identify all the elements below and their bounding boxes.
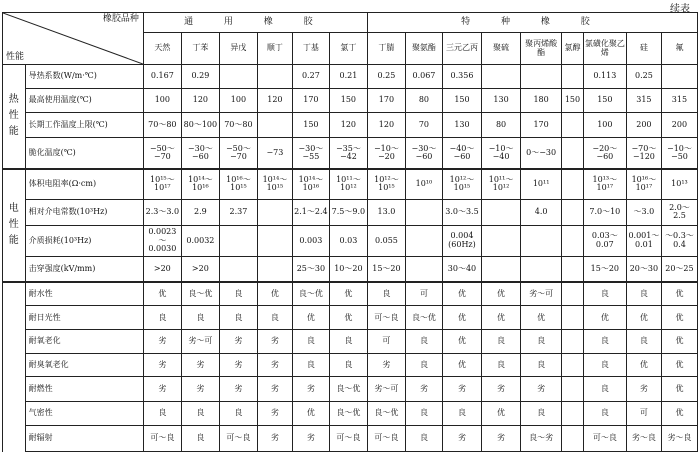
value-cell: −50～ −70 [143, 138, 181, 169]
value-cell: 良 [329, 353, 367, 377]
value-cell [562, 402, 584, 426]
value-cell: 120 [329, 113, 367, 138]
value-cell: 10¹⁴～ 10¹⁵ [257, 169, 292, 200]
group-general-header: 通 用 橡 胶 [143, 13, 367, 33]
value-cell: 0.0032 [181, 225, 219, 256]
value-cell: −10～ −50 [661, 138, 697, 169]
table-row [3, 113, 698, 138]
value-cell: 可 [367, 330, 405, 354]
value-cell: −30～ −60 [405, 138, 442, 169]
property-label: 耐辐射 [25, 425, 143, 451]
value-cell: 良 [583, 353, 626, 377]
value-cell: 劣～良 [661, 425, 697, 451]
value-cell: 15～20 [367, 256, 405, 282]
value-cell: 优 [442, 306, 481, 330]
value-cell: 优 [257, 282, 292, 306]
property-label: 耐臭氧老化 [25, 353, 143, 377]
value-cell: 0.001～ 0.01 [626, 225, 661, 256]
value-cell: 良 [583, 402, 626, 426]
value-cell [562, 65, 584, 89]
table-row [3, 199, 698, 225]
value-cell: 劣 [367, 353, 405, 377]
value-cell [562, 306, 584, 330]
value-cell: 3.0～3.5 [442, 199, 481, 225]
value-cell: 0.21 [329, 65, 367, 89]
value-cell: 劣 [521, 377, 562, 402]
value-cell: −10～ −40 [482, 138, 521, 169]
property-label: 耐氧老化 [25, 330, 143, 354]
value-cell: 200 [661, 113, 697, 138]
value-cell [521, 65, 562, 89]
column-header: 氯醇 [562, 33, 584, 65]
value-cell: 劣 [482, 377, 521, 402]
value-cell: 优 [661, 306, 697, 330]
table-row [3, 402, 698, 426]
value-cell: 劣 [219, 353, 257, 377]
value-cell: 可～良 [329, 425, 367, 451]
value-cell: 劣 [181, 377, 219, 402]
value-cell: 30～40 [442, 256, 481, 282]
value-cell: 良～优 [405, 306, 442, 330]
value-cell: 0.27 [292, 65, 329, 89]
value-cell: 劣 [181, 353, 219, 377]
column-header: 丁基 [292, 33, 329, 65]
value-cell [482, 225, 521, 256]
value-cell: 优 [583, 306, 626, 330]
category-cell [3, 282, 26, 451]
value-cell: 100 [219, 88, 257, 113]
value-cell: >20 [181, 256, 219, 282]
table-row [3, 425, 698, 451]
value-cell: 170 [367, 88, 405, 113]
value-cell: 0.003 [292, 225, 329, 256]
table-row [3, 377, 698, 402]
property-label: 相对介电常数(10³Hz) [25, 199, 143, 225]
property-label: 气密性 [25, 402, 143, 426]
value-cell: 劣 [219, 330, 257, 354]
property-label: 长期工作温度上限(℃) [25, 113, 143, 138]
value-cell: 良 [583, 377, 626, 402]
value-cell: 150 [562, 88, 584, 113]
value-cell: 0.067 [405, 65, 442, 89]
value-cell: 良 [219, 282, 257, 306]
value-cell: 10¹⁶～ 10¹⁷ [626, 169, 661, 200]
column-header: 氯丁 [329, 33, 367, 65]
table-row [3, 282, 698, 306]
value-cell: 180 [521, 88, 562, 113]
property-label: 脆化温度(℃) [25, 138, 143, 169]
property-label: 击穿强度(kV/mm) [25, 256, 143, 282]
value-cell: 150 [583, 88, 626, 113]
value-cell [661, 65, 697, 89]
value-cell: 170 [521, 113, 562, 138]
value-cell: 150 [329, 88, 367, 113]
value-cell: >20 [143, 256, 181, 282]
value-cell: 100 [143, 88, 181, 113]
value-cell: 10¹⁶～ 10¹⁵ [219, 169, 257, 200]
column-header: 顺丁 [257, 33, 292, 65]
property-label: 耐水性 [25, 282, 143, 306]
value-cell: 可～良 [583, 425, 626, 451]
value-cell: 0.0023～ 0.0030 [143, 225, 181, 256]
value-cell: 良 [482, 330, 521, 354]
column-header: 丁苯 [181, 33, 219, 65]
value-cell: 10～20 [329, 256, 367, 282]
column-header: 聚氨酯 [405, 33, 442, 65]
value-cell: 劣 [219, 377, 257, 402]
value-cell: 良 [442, 402, 481, 426]
value-cell: 优 [292, 402, 329, 426]
value-cell: −35～ −42 [329, 138, 367, 169]
value-cell: 20～30 [626, 256, 661, 282]
value-cell: 13.0 [367, 199, 405, 225]
value-cell: 10¹²～ 10¹⁵ [442, 169, 481, 200]
value-cell: 良 [181, 306, 219, 330]
value-cell: 80 [482, 113, 521, 138]
value-cell: 劣 [626, 377, 661, 402]
value-cell: 良～优 [181, 282, 219, 306]
value-cell: 10¹⁴～ 10¹⁶ [292, 169, 329, 200]
column-header: 氟 [661, 33, 697, 65]
value-cell: 优 [626, 306, 661, 330]
column-header: 聚丙烯酸酯 [521, 33, 562, 65]
value-cell: 良 [219, 402, 257, 426]
value-cell [219, 225, 257, 256]
rubber-properties-table [2, 12, 698, 452]
value-cell: 0.167 [143, 65, 181, 89]
value-cell: 0.25 [367, 65, 405, 89]
value-cell: 0～−30 [521, 138, 562, 169]
value-cell [257, 225, 292, 256]
value-cell: 良～优 [292, 282, 329, 306]
value-cell [562, 225, 584, 256]
value-cell: 良 [583, 282, 626, 306]
value-cell: 劣 [442, 425, 481, 451]
value-cell [562, 425, 584, 451]
value-cell: 劣 [292, 377, 329, 402]
table-row [3, 138, 698, 169]
value-cell: 0.03～ 0.07 [583, 225, 626, 256]
value-cell: 7.5～9.0 [329, 199, 367, 225]
value-cell: 可 [626, 402, 661, 426]
value-cell: 130 [482, 88, 521, 113]
table-row [3, 330, 698, 354]
column-header: 氯磺化聚乙烯 [583, 33, 626, 65]
table-row [3, 256, 698, 282]
value-cell [257, 65, 292, 89]
value-cell: 劣～良 [626, 425, 661, 451]
value-cell: 良 [329, 330, 367, 354]
value-cell: 优 [661, 353, 697, 377]
value-cell [482, 256, 521, 282]
value-cell [257, 256, 292, 282]
value-cell [521, 225, 562, 256]
category-cell: 热 性 能 [3, 65, 26, 169]
value-cell: 2.1～2.4 [292, 199, 329, 225]
value-cell: 良～劣 [521, 425, 562, 451]
value-cell [219, 65, 257, 89]
value-cell: 可 [405, 282, 442, 306]
value-cell: 可～良 [219, 425, 257, 451]
property-label: 体积电阻率(Ω·cm) [25, 169, 143, 200]
column-header: 异戊 [219, 33, 257, 65]
value-cell: 20～25 [661, 256, 697, 282]
value-cell: 劣 [442, 377, 481, 402]
value-cell: 优 [661, 330, 697, 354]
value-cell: 良 [405, 330, 442, 354]
value-cell: 2.3～3.0 [143, 199, 181, 225]
value-cell: 315 [661, 88, 697, 113]
value-cell: 良 [143, 306, 181, 330]
value-cell: 0.004 (60Hz) [442, 225, 481, 256]
value-cell: 150 [442, 88, 481, 113]
column-header: 聚硫 [482, 33, 521, 65]
value-cell: 10¹¹～ 10¹² [482, 169, 521, 200]
value-cell: 优 [482, 402, 521, 426]
value-cell: 良 [626, 282, 661, 306]
value-cell: 良 [292, 330, 329, 354]
value-cell: 良 [521, 402, 562, 426]
value-cell: 良～优 [329, 377, 367, 402]
continued-label: 续表 [670, 4, 690, 15]
value-cell: 良 [405, 353, 442, 377]
value-cell [482, 199, 521, 225]
value-cell: 10¹¹～ 10¹² [329, 169, 367, 200]
value-cell [562, 169, 584, 200]
value-cell: 315 [626, 88, 661, 113]
value-cell: 170 [292, 88, 329, 113]
value-cell: 优 [442, 282, 481, 306]
table-row [3, 353, 698, 377]
value-cell: −30～ −55 [292, 138, 329, 169]
property-label: 耐日光性 [25, 306, 143, 330]
value-cell: 优 [661, 377, 697, 402]
property-label: 耐燃性 [25, 377, 143, 402]
value-cell [562, 330, 584, 354]
value-cell: −30～ −60 [181, 138, 219, 169]
value-cell: 优 [329, 282, 367, 306]
value-cell: 良 [405, 402, 442, 426]
value-cell: 70～80 [219, 113, 257, 138]
value-cell: 优 [661, 402, 697, 426]
value-cell: 优 [442, 353, 481, 377]
value-cell: 7.0～10 [583, 199, 626, 225]
value-cell [219, 256, 257, 282]
value-cell: 25～30 [292, 256, 329, 282]
value-cell: 120 [257, 88, 292, 113]
corner-top-label: 橡胶品种 [102, 14, 139, 24]
property-label: 导热系数(W/m·℃) [25, 65, 143, 89]
value-cell: 优 [482, 306, 521, 330]
header-corner [3, 13, 144, 65]
value-cell: 良 [626, 330, 661, 354]
value-cell: 0.25 [626, 65, 661, 89]
value-cell: 劣 [143, 330, 181, 354]
value-cell: 优 [442, 330, 481, 354]
value-cell: −70～ −120 [626, 138, 661, 169]
value-cell: 10¹⁰ [405, 169, 442, 200]
value-cell: −73 [257, 138, 292, 169]
value-cell: 劣 [257, 402, 292, 426]
value-cell: 良 [181, 402, 219, 426]
value-cell: 可～良 [367, 306, 405, 330]
table-row [3, 169, 698, 200]
value-cell [562, 199, 584, 225]
column-header: 三元乙丙 [442, 33, 481, 65]
value-cell: 120 [181, 88, 219, 113]
value-cell [562, 353, 584, 377]
value-cell: 15～20 [583, 256, 626, 282]
value-cell: 10¹¹ [521, 169, 562, 200]
value-cell: 10¹⁴～ 10¹⁶ [181, 169, 219, 200]
value-cell: 优 [143, 282, 181, 306]
value-cell [521, 256, 562, 282]
value-cell: 0.113 [583, 65, 626, 89]
value-cell: 良 [143, 402, 181, 426]
value-cell: −40～ −60 [442, 138, 481, 169]
value-cell: 劣 [257, 330, 292, 354]
value-cell: 良 [181, 425, 219, 451]
value-cell: 10¹⁵～ 10¹⁷ [143, 169, 181, 200]
value-cell: 良 [292, 353, 329, 377]
column-header: 丁腈 [367, 33, 405, 65]
value-cell: 优 [626, 353, 661, 377]
value-cell: 劣～可 [181, 330, 219, 354]
value-cell [562, 113, 584, 138]
value-cell: 劣 [257, 425, 292, 451]
value-cell: 良 [521, 330, 562, 354]
value-cell: 良～优 [367, 402, 405, 426]
value-cell: ～0.3～0.4 [661, 225, 697, 256]
value-cell: 优 [292, 306, 329, 330]
value-cell: 10¹³ [661, 169, 697, 200]
value-cell [257, 113, 292, 138]
table-row [3, 88, 698, 113]
value-cell: 优 [661, 282, 697, 306]
value-cell: 2.9 [181, 199, 219, 225]
value-cell: 优 [521, 306, 562, 330]
column-header: 天然 [143, 33, 181, 65]
value-cell: 劣 [143, 377, 181, 402]
value-cell [562, 377, 584, 402]
value-cell [405, 225, 442, 256]
value-cell: 可～良 [143, 425, 181, 451]
value-cell [405, 256, 442, 282]
value-cell: 70 [405, 113, 442, 138]
value-cell: 2.37 [219, 199, 257, 225]
value-cell: 良 [257, 306, 292, 330]
column-header: 硅 [626, 33, 661, 65]
value-cell: 0.356 [442, 65, 481, 89]
value-cell: 130 [442, 113, 481, 138]
value-cell: −10～ −20 [367, 138, 405, 169]
value-cell: 良 [521, 353, 562, 377]
value-cell: 0.055 [367, 225, 405, 256]
table-row [3, 306, 698, 330]
value-cell [562, 282, 584, 306]
value-cell: 2.0～2.5 [661, 199, 697, 225]
value-cell: ～3.0 [626, 199, 661, 225]
value-cell: 劣 [143, 353, 181, 377]
group-special-header: 特 种 橡 胶 [367, 13, 697, 33]
category-cell: 电 性 能 [3, 169, 26, 283]
value-cell: 劣～可 [367, 377, 405, 402]
value-cell: 10¹³～ 10¹⁷ [583, 169, 626, 200]
value-cell: 优 [329, 306, 367, 330]
corner-bottom-label: 性能 [6, 51, 25, 62]
value-cell [257, 199, 292, 225]
value-cell: 良 [367, 282, 405, 306]
value-cell: 良 [219, 306, 257, 330]
property-label: 最高使用温度(℃) [25, 88, 143, 113]
value-cell: 120 [367, 113, 405, 138]
value-cell: 150 [292, 113, 329, 138]
value-cell [562, 138, 584, 169]
value-cell: 80 [405, 88, 442, 113]
value-cell: 劣 [257, 353, 292, 377]
value-cell: 良 [482, 353, 521, 377]
value-cell: 良～优 [329, 402, 367, 426]
value-cell: 100 [583, 113, 626, 138]
value-cell [562, 256, 584, 282]
value-cell: 可～良 [367, 425, 405, 451]
value-cell: 4.0 [521, 199, 562, 225]
value-cell [482, 65, 521, 89]
value-cell: −20～ −60 [583, 138, 626, 169]
value-cell: 0.03 [329, 225, 367, 256]
value-cell: 劣 [292, 425, 329, 451]
value-cell: 80～100 [181, 113, 219, 138]
value-cell: 200 [626, 113, 661, 138]
value-cell [405, 199, 442, 225]
value-cell: 优 [482, 282, 521, 306]
value-cell: 70～80 [143, 113, 181, 138]
value-cell: 良 [583, 330, 626, 354]
value-cell: 劣 [405, 377, 442, 402]
value-cell: 劣 [257, 377, 292, 402]
value-cell: 0.29 [181, 65, 219, 89]
property-label: 介质损耗(10³Hz) [25, 225, 143, 256]
value-cell: 劣～可 [521, 282, 562, 306]
value-cell: 10¹²～ 10¹⁵ [367, 169, 405, 200]
table-row [3, 225, 698, 256]
table-row [3, 65, 698, 89]
value-cell: −50～ −70 [219, 138, 257, 169]
value-cell: 良 [405, 425, 442, 451]
value-cell: 劣 [482, 425, 521, 451]
